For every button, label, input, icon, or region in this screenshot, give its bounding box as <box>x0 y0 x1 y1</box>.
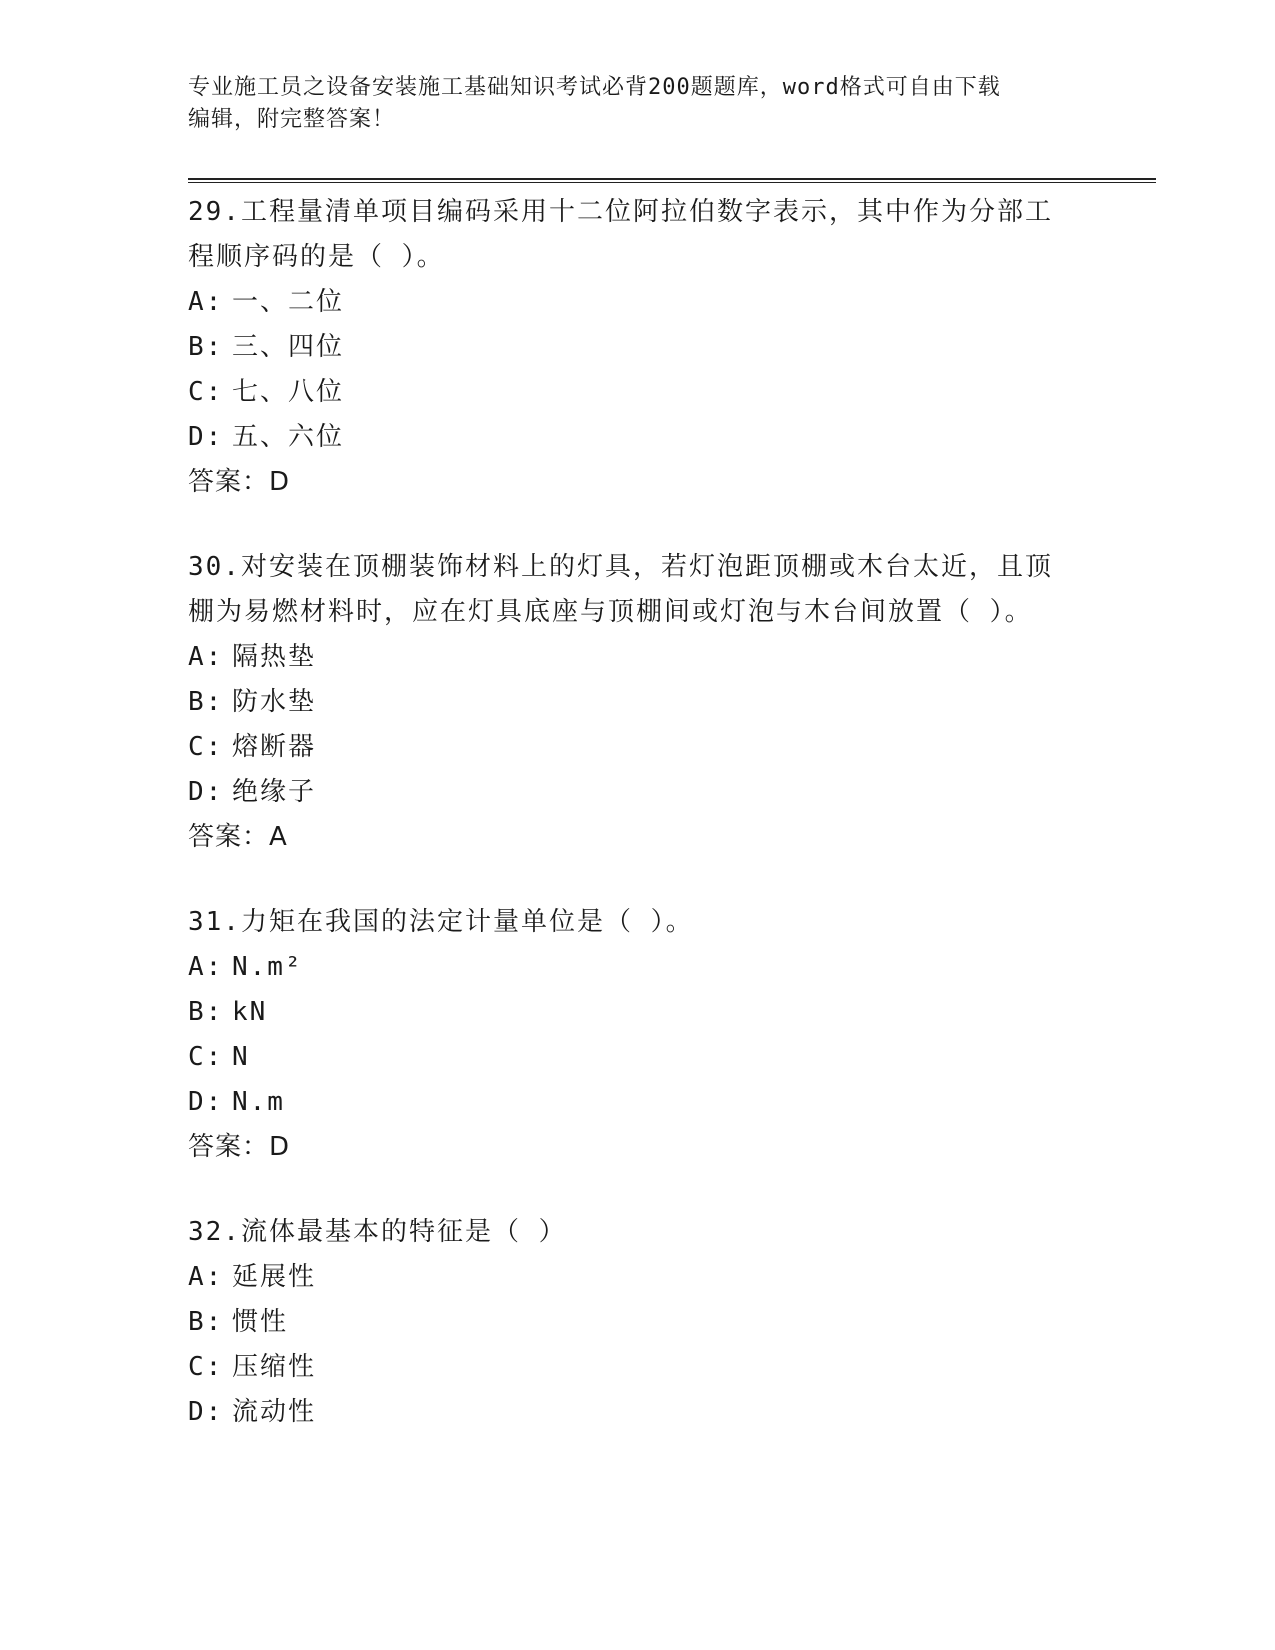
option-text: 压缩性 <box>232 1352 317 1382</box>
document-header <box>188 72 1088 136</box>
option-letter: A: <box>188 1262 224 1292</box>
option-b <box>188 1300 1088 1345</box>
option-a <box>188 635 1088 680</box>
option-letter: A: <box>188 642 224 672</box>
option-text: 绝缘子 <box>232 777 317 807</box>
option-b <box>188 680 1088 725</box>
question-list <box>188 190 1088 1475</box>
question-text: 32.流体最基本的特征是（ ） <box>188 1217 567 1247</box>
question-32 <box>188 1210 1088 1435</box>
option-letter: B: <box>188 687 224 717</box>
option-letter: D: <box>188 777 224 807</box>
question-text: 31.力矩在我国的法定计量单位是（ ）。 <box>188 907 694 937</box>
option-letter: D: <box>188 1087 224 1117</box>
option-letter: D: <box>188 422 224 452</box>
option-c <box>188 1345 1088 1390</box>
option-text: N.m² <box>232 952 303 982</box>
header-divider-thin <box>188 182 1156 183</box>
option-c <box>188 370 1088 415</box>
question-text-continued: 程顺序码的是（ ）。 <box>188 242 445 272</box>
option-text: N <box>232 1042 250 1072</box>
answer-line: 答案：A <box>188 822 288 852</box>
header-title-line2: 编辑，附完整答案！ <box>188 107 396 132</box>
option-letter: C: <box>188 1352 224 1382</box>
option-text: N.m <box>232 1087 285 1117</box>
option-c <box>188 725 1088 770</box>
option-d <box>188 1390 1088 1435</box>
option-letter: B: <box>188 1307 224 1337</box>
option-d <box>188 1080 1088 1125</box>
option-letter: C: <box>188 377 224 407</box>
option-text: 五、六位 <box>232 422 345 452</box>
question-text: 29.工程量清单项目编码采用十二位阿拉伯数字表示，其中作为分部工 <box>188 197 1053 227</box>
option-text: 延展性 <box>232 1262 317 1292</box>
option-text: 三、四位 <box>232 332 345 362</box>
option-letter: A: <box>188 952 224 982</box>
option-a <box>188 280 1088 325</box>
option-text: kN <box>232 997 268 1027</box>
option-letter: A: <box>188 287 224 317</box>
option-text: 流动性 <box>232 1397 317 1427</box>
answer-line: 答案：D <box>188 1132 291 1162</box>
option-d <box>188 770 1088 815</box>
option-b <box>188 325 1088 370</box>
option-letter: B: <box>188 997 224 1027</box>
option-b <box>188 990 1088 1035</box>
header-divider-thick <box>188 178 1156 180</box>
question-29 <box>188 190 1088 505</box>
option-letter: C: <box>188 1042 224 1072</box>
option-a <box>188 1255 1088 1300</box>
option-letter: C: <box>188 732 224 762</box>
option-c <box>188 1035 1088 1080</box>
question-text-continued: 棚为易燃材料时，应在灯具底座与顶棚间或灯泡与木台间放置（ ）。 <box>188 597 1033 627</box>
option-text: 熔断器 <box>232 732 317 762</box>
option-text: 七、八位 <box>232 377 345 407</box>
question-30 <box>188 545 1088 860</box>
option-text: 防水垫 <box>232 687 317 717</box>
question-31 <box>188 900 1088 1170</box>
option-letter: D: <box>188 1397 224 1427</box>
header-title-line1: 专业施工员之设备安装施工基础知识考试必背200题题库，word格式可自由下载 <box>188 75 1001 100</box>
question-text: 30.对安装在顶棚装饰材料上的灯具，若灯泡距顶棚或木台太近，且顶 <box>188 552 1053 582</box>
option-letter: B: <box>188 332 224 362</box>
option-text: 一、二位 <box>232 287 345 317</box>
option-text: 隔热垫 <box>232 642 317 672</box>
answer-line: 答案：D <box>188 467 291 497</box>
option-d <box>188 415 1088 460</box>
option-text: 惯性 <box>232 1307 289 1337</box>
option-a <box>188 945 1088 990</box>
